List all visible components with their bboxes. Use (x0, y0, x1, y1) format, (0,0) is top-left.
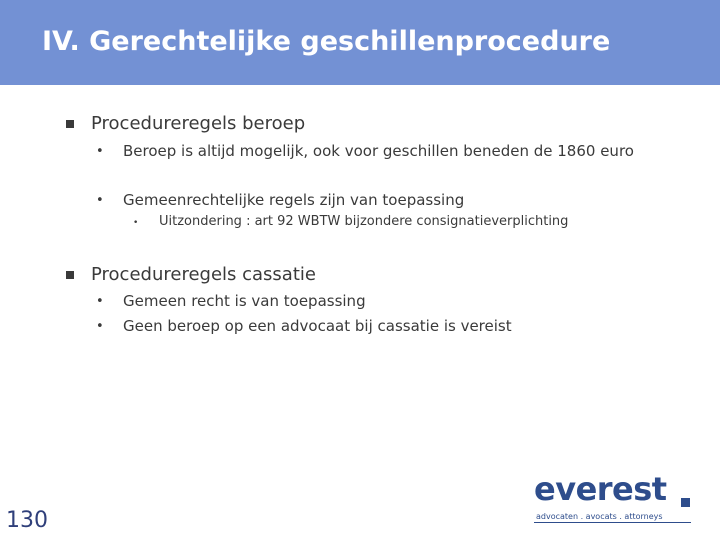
bullet-icon: • (96, 319, 104, 334)
section-heading-text: Procedureregels cassatie (91, 264, 316, 285)
list-item-text: Beroep is altijd mogelijk, ook voor geschillen beneden de 1860 euro (123, 142, 634, 160)
title-bar (0, 0, 720, 85)
list-item-text: Gemeen recht is van toepassing (123, 292, 366, 310)
slide-title: IV. Gerechtelijke geschillenprocedure (42, 26, 611, 57)
bullet-icon: • (133, 218, 139, 228)
everest-logo (534, 470, 694, 526)
list-item-text: Geen beroep op een advocaat bij cassatie is vereist (123, 317, 512, 335)
logo-underline (534, 522, 691, 523)
bullet-icon: • (96, 294, 104, 309)
square-bullet-icon (66, 120, 74, 128)
page-number: 130 (6, 508, 48, 533)
bullet-icon: • (96, 144, 104, 159)
list-item-text: Gemeenrechtelijke regels zijn van toepassing (123, 191, 465, 209)
logo-wordmark: everest (534, 470, 667, 508)
bullet-icon: • (96, 193, 104, 208)
logo-square-icon (681, 498, 690, 507)
sub-list-item-text: Uitzondering : art 92 WBTW bijzondere consignatieverplichting (159, 214, 569, 229)
section-heading-text: Procedureregels beroep (91, 113, 306, 134)
logo-tagline: advocaten . avocats . attorneys (536, 512, 663, 521)
square-bullet-icon (66, 271, 74, 279)
